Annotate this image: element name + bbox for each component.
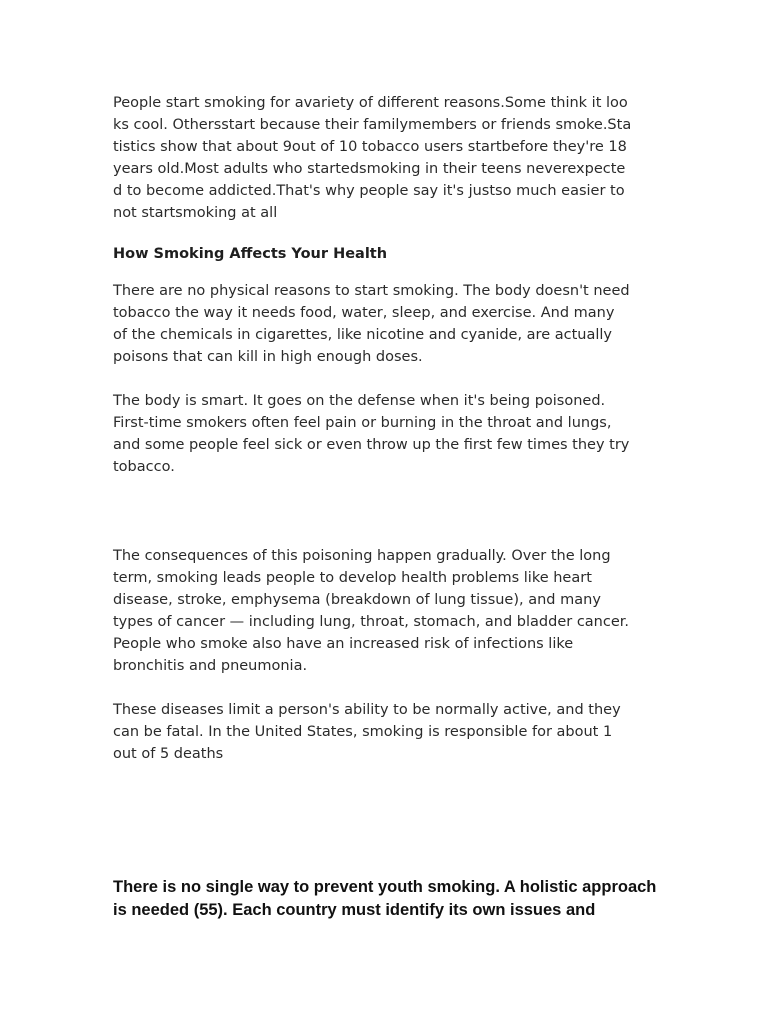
text-line: and some people feel sick or even throw up the first few times they try [113, 437, 630, 453]
text-line: of the chemicals in cigarettes, like nicotine and cyanide, are actually [113, 327, 612, 343]
text-line: tobacco the way it needs food, water, sleep, and exercise. And many [113, 305, 615, 321]
text-line: tistics show that about 9out of 10 tobacco users startbefore they're 18 [113, 139, 627, 155]
text-line: disease, stroke, emphysema (breakdown of lung tissue), and many [113, 592, 601, 608]
text-line: There are no physical reasons to start smoking. The body doesn't need [113, 283, 630, 299]
text-line: types of cancer — including lung, throat, stomach, and bladder cancer. [113, 614, 630, 630]
text-line: The consequences of this poisoning happen gradually. Over the long [113, 548, 611, 564]
text-line: These diseases limit a person's ability to be normally active, and they [113, 702, 621, 718]
text-line: d to become addicted.That's why people say it's justso much easier to [113, 183, 625, 199]
text-line: can be fatal. In the United States, smoking is responsible for about 1 [113, 724, 613, 740]
physical-reasons-paragraph [113, 280, 661, 368]
text-line: is needed (55). Each country must identify its own issues and [113, 901, 596, 919]
text-line: tobacco. [113, 459, 175, 475]
text-line: There is no single way to prevent youth smoking. A holistic approach [113, 878, 657, 896]
text-line: ks cool. Othersstart because their familymembers or friends smoke.Sta [113, 117, 632, 133]
text-line: out of 5 deaths [113, 746, 224, 762]
diseases-paragraph [113, 699, 661, 765]
intro-paragraph [113, 92, 661, 224]
text-line: bronchitis and pneumonia. [113, 658, 308, 674]
text-line: term, smoking leads people to develop health problems like heart [113, 570, 592, 586]
text-line: People who smoke also have an increased risk of infections like [113, 636, 574, 652]
text-line: First-time smokers often feel pain or burning in the throat and lungs, [113, 415, 612, 431]
body-smart-paragraph [113, 390, 661, 478]
text-line: poisons that can kill in high enough doses. [113, 349, 423, 365]
text-line: People start smoking for avariety of different reasons.Some think it loo [113, 95, 628, 111]
text-line: not startsmoking at all [113, 205, 278, 221]
consequences-paragraph [113, 545, 661, 677]
text-line: The body is smart. It goes on the defense when it's being poisoned. [113, 393, 606, 409]
text-line: years old.Most adults who startedsmoking in their teens neverexpecte [113, 161, 626, 177]
prevention-paragraph [113, 876, 673, 922]
section-heading: How Smoking Affects Your Health [113, 246, 388, 262]
